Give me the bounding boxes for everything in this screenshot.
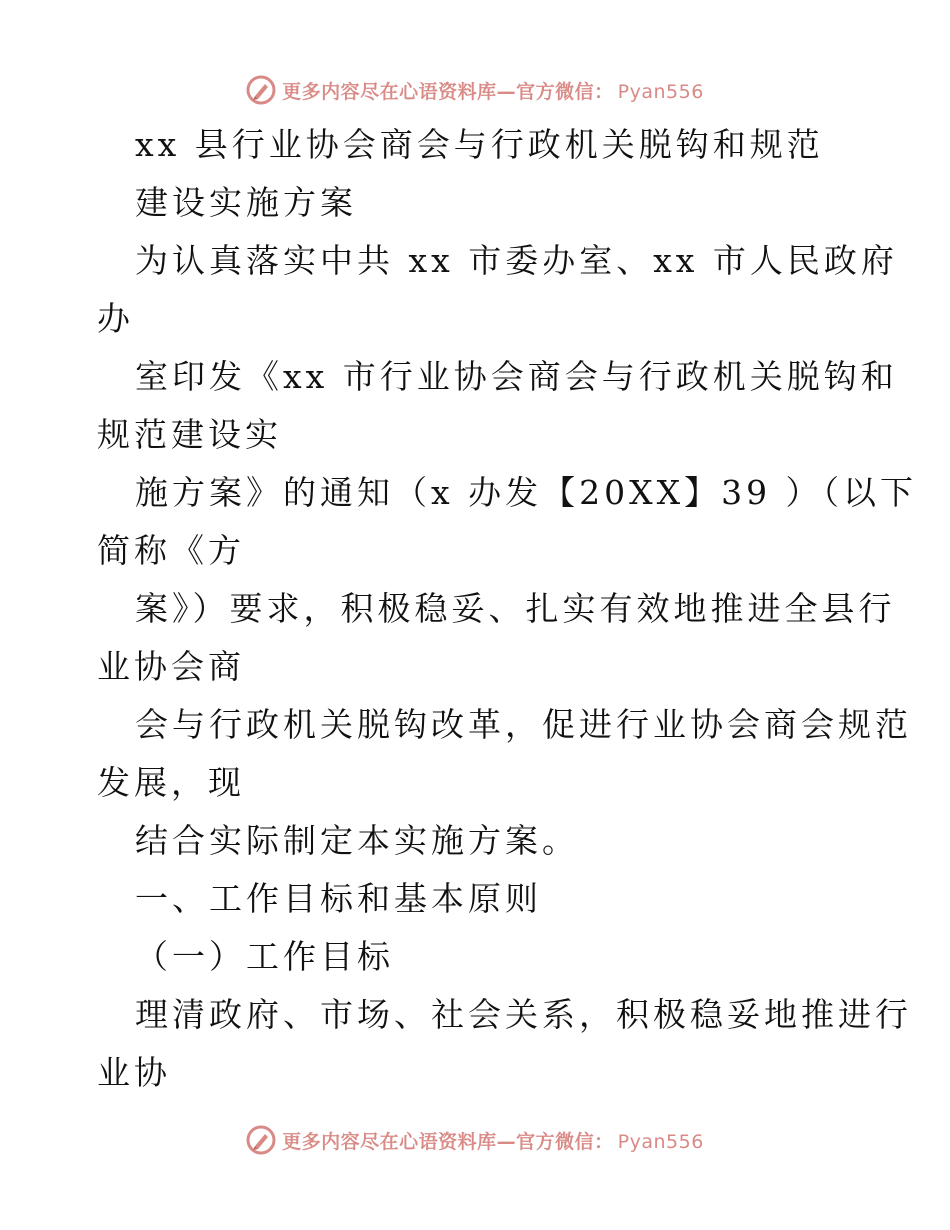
document-line: 施方案》的通知（x 办发【20XX】39 ）（以下	[135, 473, 918, 512]
watermark-text: 更多内容尽在心语资料库—官方微信： Pyan556	[282, 1130, 704, 1153]
document-line: 建设实施方案	[135, 183, 357, 222]
document-line: 简称《方	[97, 531, 245, 570]
document-line: xx 县行业协会商会与行政机关脱钩和规范	[135, 125, 824, 164]
document-line: 一、工作目标和基本原则	[135, 879, 542, 918]
document-line: 结合实际制定本实施方案。	[135, 821, 579, 860]
document-line: 业协	[97, 1053, 171, 1092]
document-line: 会与行政机关脱钩改革，促进行业协会商会规范	[135, 705, 912, 744]
document-line: 业协会商	[97, 647, 245, 686]
pen-logo-icon	[246, 75, 276, 105]
document-line: 室印发《xx 市行业协会商会与行政机关脱钩和	[135, 357, 898, 396]
watermark-text: 更多内容尽在心语资料库—官方微信： Pyan556	[282, 80, 704, 103]
pen-logo-icon	[246, 1125, 276, 1155]
document-line: 为认真落实中共 xx 市委办室、xx 市人民政府	[135, 241, 898, 280]
footer-watermark	[0, 1120, 950, 1160]
document-line: 发展，现	[97, 763, 245, 802]
document-line: 案》）要求，积极稳妥、扎实有效地推进全县行	[135, 589, 896, 628]
document-line: 办	[97, 299, 134, 338]
header-watermark	[0, 70, 950, 110]
document-line: （一）工作目标	[135, 937, 394, 976]
document-line: 规范建设实	[97, 415, 282, 454]
document-line: 理清政府、市场、社会关系，积极稳妥地推进行	[135, 995, 912, 1034]
